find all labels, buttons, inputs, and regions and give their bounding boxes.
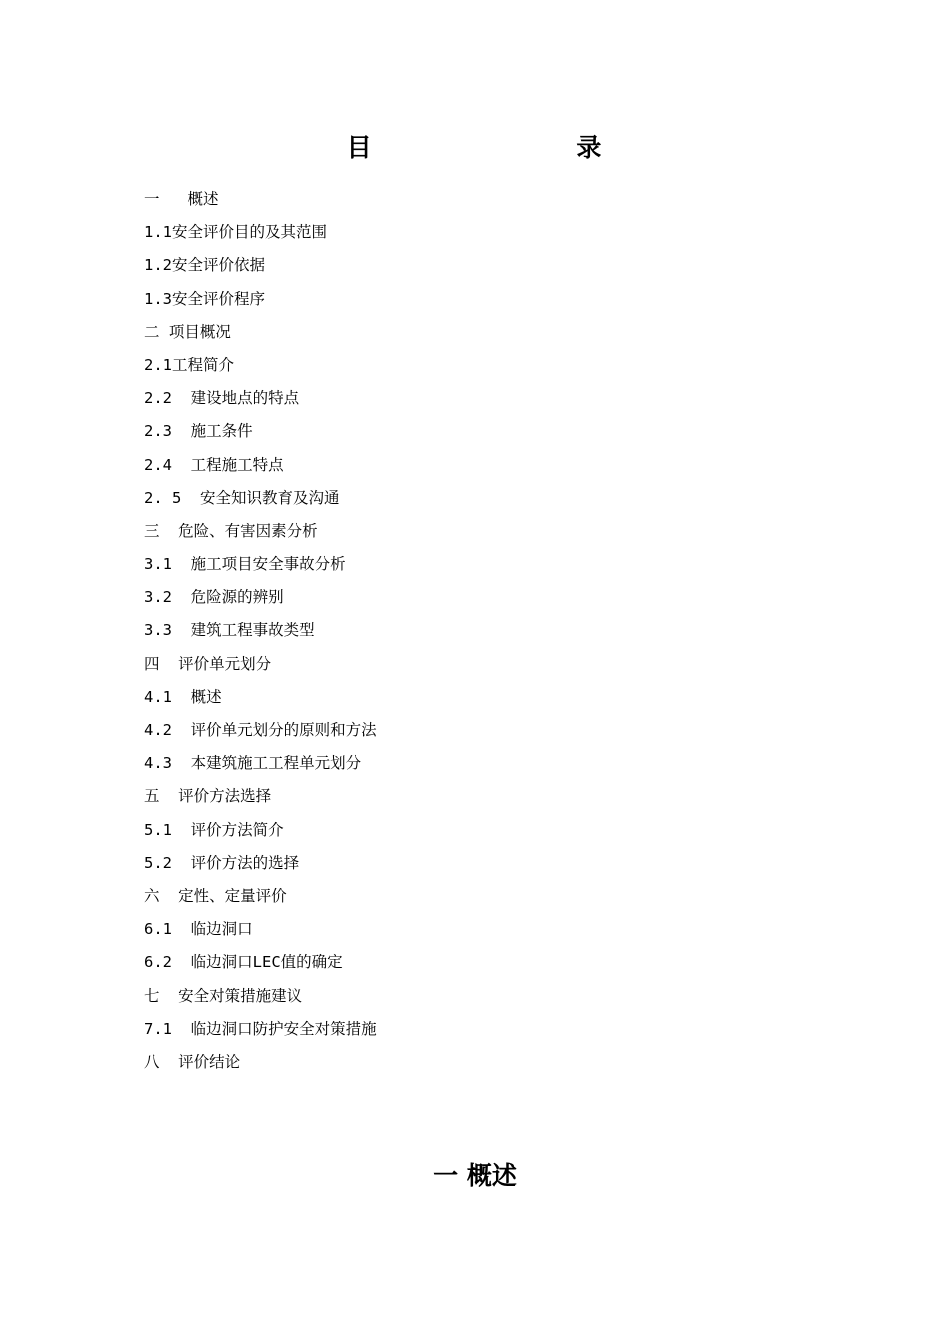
toc-item[interactable]: 5.2 评价方法的选择	[144, 853, 300, 872]
toc-item[interactable]: 5.1 评价方法简介	[144, 820, 284, 839]
toc-item[interactable]: 1.1安全评价目的及其范围	[144, 223, 327, 242]
toc-item[interactable]: 4.1 概述	[144, 687, 222, 706]
toc-item[interactable]: 2.2 建设地点的特点	[144, 389, 300, 408]
toc-item[interactable]: 二 项目概况	[144, 322, 231, 341]
toc-item[interactable]: 七 安全对策措施建议	[144, 986, 303, 1005]
toc-item[interactable]: 2. 5 安全知识教育及沟通	[144, 488, 340, 507]
toc-title: 目 录	[346, 133, 604, 162]
toc-item[interactable]: 3.2 危险源的辨别	[144, 588, 284, 607]
toc-item[interactable]: 八 评价结论	[144, 1052, 241, 1071]
toc-item[interactable]: 2.4 工程施工特点	[144, 455, 284, 474]
toc-item[interactable]: 4.3 本建筑施工工程单元划分	[144, 754, 362, 773]
toc-item[interactable]: 7.1 临边洞口防护安全对策措施	[144, 1019, 377, 1038]
toc-item[interactable]: 4.2 评价单元划分的原则和方法	[144, 721, 377, 739]
toc-item[interactable]: 1.2安全评价依据	[144, 256, 265, 275]
toc-item[interactable]: 五 评价方法选择	[144, 787, 272, 806]
toc-item[interactable]: 六 定性、定量评价	[144, 886, 287, 905]
toc-item[interactable]: 6.2 临边洞口LEC值的确定	[144, 953, 343, 972]
toc-item[interactable]: 3.3 建筑工程事故类型	[144, 621, 315, 640]
toc-item[interactable]: 2.1工程简介	[144, 355, 234, 374]
toc-item[interactable]: 三 危险、有害因素分析	[144, 521, 318, 540]
toc-item[interactable]: 四 评价单元划分	[144, 654, 272, 673]
toc-item[interactable]: 1.3安全评价程序	[144, 289, 265, 308]
table-of-contents	[144, 183, 377, 1079]
toc-item[interactable]: 6.1 临边洞口	[144, 920, 253, 939]
toc-item[interactable]: 2.3 施工条件	[144, 422, 253, 441]
toc-item[interactable]: 一 概述	[144, 190, 219, 208]
toc-item[interactable]: 3.1 施工项目安全事故分析	[144, 555, 346, 574]
section-heading: 一 概述	[433, 1161, 517, 1190]
